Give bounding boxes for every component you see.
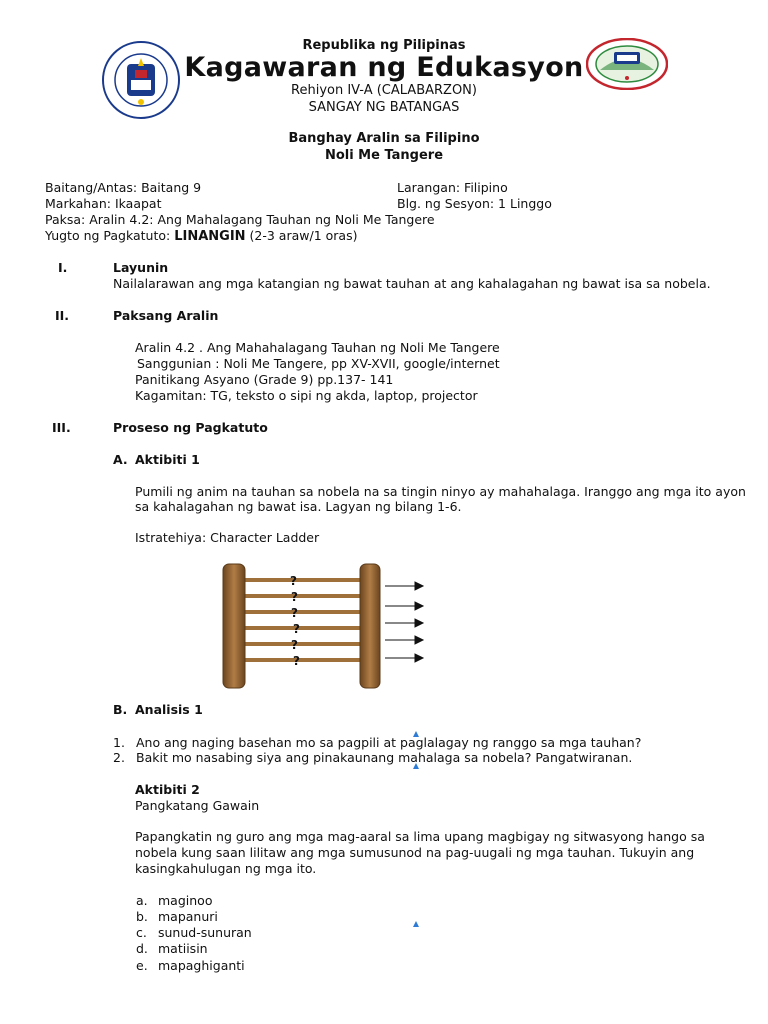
grade-level-info: Baitang/Antas: Baitang 9 [45,180,202,195]
division-line: SANGAY NG BATANGAS [308,100,460,115]
question-number: 1. [113,735,125,750]
comment-marker-icon[interactable] [413,921,419,927]
ladder-question-mark: ? [291,638,298,652]
activity-2-paragraph: Papangkatin ng guro ang mga mag-aaral sa lima upang magbigay ng sitwasyong hango sa [135,829,705,844]
objective-text: Nailalarawan ang mga katangian ng bawat tauhan at ang kahalagahan ng bawat isa sa nobela. [113,276,711,291]
sessions-info: Blg. ng Sesyon: 1 Linggo [397,196,552,211]
ladder-question-mark: ? [290,574,297,588]
learning-phase-info [45,228,357,244]
character-ladder-diagram [215,562,445,690]
learning-phase-time: (2-3 araw/1 oras) [245,228,358,243]
trait-letter: a. [136,893,148,908]
section-2-title: Paksang Aralin [113,308,219,323]
quarter-info: Markahan: Ikaapat [45,196,162,211]
trait-letter: d. [136,941,148,956]
trait-letter: b. [136,909,148,924]
learning-phase-label: Yugto ng Pagkatuto: [45,228,175,243]
trait-item: mapanuri [158,909,218,924]
question-text: Bakit mo nasabing siya ang pinakaunang mahalaga sa nobela? Pangatwiranan. [136,750,633,765]
activity-2-paragraph: kasingkahulugan ng mga ito. [135,861,317,876]
republic-line: Republika ng Pilipinas [302,38,466,53]
region-line: Rehiyon IV-A (CALABARZON) [291,83,477,98]
subject-matter-line: Kagamitan: TG, teksto o sipi ng akda, laptop, projector [135,388,478,403]
trait-item: sunud-sunuran [158,925,252,940]
learning-phase-value: LINANGIN [174,229,246,244]
analysis-b-label: B. [113,702,128,717]
trait-item: mapaghiganti [158,958,245,973]
lesson-plan-title: Banghay Aralin sa Filipino [288,131,480,146]
ladder-question-mark: ? [291,590,298,604]
question-text: Ano ang naging basehan mo sa pagpili at paglalagay ng ranggo sa mga tauhan? [136,735,642,750]
ladder-question-mark: ? [293,654,300,668]
ladder-question-mark: ? [293,622,300,636]
topic-info: Paksa: Aralin 4.2: Ang Mahalagang Tauhan ng Noli Me Tangere [45,212,435,227]
department-title: Kagawaran ng Edukasyon [184,52,584,83]
activity-2-paragraph: nobela kung saan lilitaw ang mga sumusunod na pag-uugali ng mga tauhan. Tukuyin ang [135,845,695,860]
activity-a-paragraph: Pumili ng anim na tauhan sa nobela na sa tingin ninyo ay mahahalaga. Iranggo ang mga ito ayon [135,484,746,499]
ladder-question-mark: ? [291,606,298,620]
subject-area-info: Larangan: Filipino [397,180,508,195]
comment-marker-icon[interactable] [413,731,419,737]
trait-item: matiisin [158,941,208,956]
analysis-b-title: Analisis 1 [135,702,203,717]
trait-item: maginoo [158,893,213,908]
activity-a-title: Aktibiti 1 [135,452,200,467]
section-2-number: II. [55,308,70,323]
trait-letter: c. [136,925,147,940]
trait-letter: e. [136,958,148,973]
activity-a-paragraph: sa kahalagahan ng bawat isa. Lagyan ng bilang 1-6. [135,499,462,514]
section-3-number: III. [52,420,71,435]
activity-2-title: Aktibiti 2 [135,782,200,797]
subject-matter-line: Sanggunian : Noli Me Tangere, pp XV-XVII, google/internet [137,356,500,371]
comment-marker-icon[interactable] [413,763,419,769]
subject-matter-line: Panitikang Asyano (Grade 9) pp.137- 141 [135,372,394,387]
question-number: 2. [113,750,125,765]
section-3-title: Proseso ng Pagkatuto [113,420,268,435]
activity-a-label: A. [113,452,128,467]
activity-2-subtitle: Pangkatang Gawain [135,798,260,813]
strategy-line: Istratehiya: Character Ladder [135,530,320,545]
section-1-title: Layunin [113,260,169,275]
section-1-number: I. [58,260,68,275]
subject-matter-line: Aralin 4.2 . Ang Mahahalagang Tauhan ng Noli Me Tangere [135,340,500,355]
lesson-plan-subtitle: Noli Me Tangere [324,148,444,163]
